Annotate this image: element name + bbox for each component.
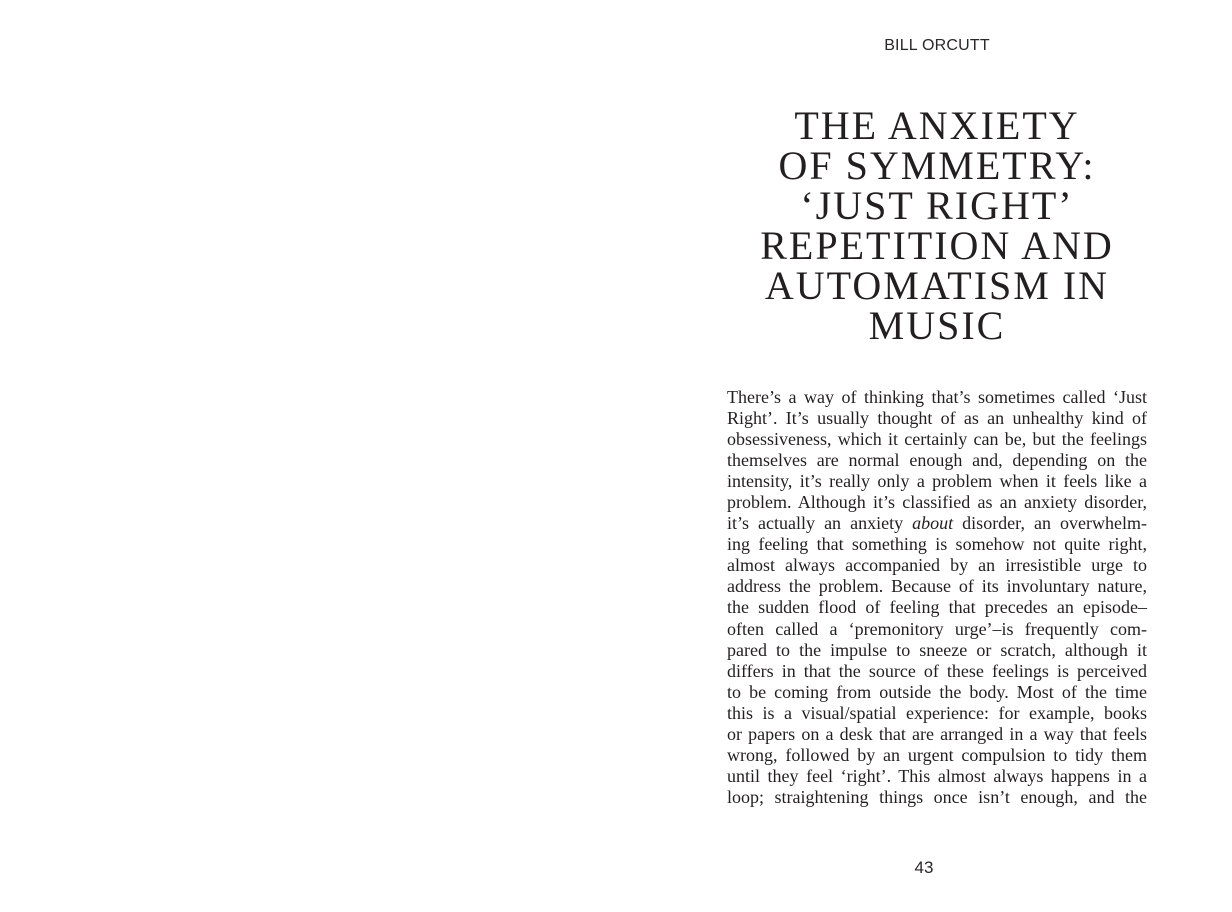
body-line	[727, 619, 1147, 640]
text-segment: disorder, an overwhelm-	[953, 513, 1147, 534]
running-header-author: BILL ORCUTT	[884, 37, 990, 54]
text-segment: address the problem. Because of its involuntary nature,	[727, 576, 1147, 597]
text-segment: ing feeling that something is somehow not quite right,	[727, 534, 1147, 555]
body-line	[727, 682, 1147, 703]
body-line	[727, 766, 1147, 787]
chapter-title-line: THE ANXIETY	[794, 103, 1080, 148]
body-line	[727, 745, 1147, 766]
body-line	[727, 555, 1147, 576]
text-segment: it’s actually an anxiety	[727, 513, 913, 534]
text-segment: differs in that the source of these feelings is perceived	[727, 660, 1147, 681]
body-line	[727, 640, 1147, 661]
text-segment: themselves are normal enough and, depending on the	[727, 450, 1147, 471]
chapter-title-line: REPETITION AND	[760, 223, 1114, 268]
chapter-title-line: ‘JUST RIGHT’	[800, 183, 1074, 228]
body-line	[727, 387, 1147, 408]
text-segment: Right’. It’s usually thought of as an unhealthy kind of	[727, 408, 1147, 429]
text-segment: until they feel ‘right’. This almost always happens in a	[727, 765, 1147, 786]
body-line	[727, 492, 1147, 513]
body-line	[727, 787, 1147, 808]
text-segment: wrong, followed by an urgent compulsion to tidy them	[727, 744, 1147, 765]
body-paragraph	[727, 387, 1147, 808]
body-line	[727, 703, 1147, 724]
italic-text: about	[912, 513, 954, 534]
body-line	[727, 534, 1147, 555]
body-line	[727, 408, 1147, 429]
text-segment: obsessiveness, which it certainly can be, but the feelings	[727, 429, 1147, 450]
text-segment: or papers on a desk that are arranged in a way that feels	[727, 723, 1147, 744]
text-segment: often called a ‘premonitory urge’–is frequently com-	[727, 618, 1147, 639]
chapter-title-line: AUTOMATISM IN	[764, 263, 1110, 308]
text-segment: to be coming from outside the body. Most of the time	[727, 681, 1147, 702]
right-page	[616, 0, 1232, 912]
body-line	[727, 450, 1147, 471]
body-line	[727, 471, 1147, 492]
chapter-title-line: MUSIC	[868, 303, 1006, 348]
body-line	[727, 597, 1147, 618]
body-line	[727, 576, 1147, 597]
body-line	[727, 661, 1147, 682]
text-segment: problem. Although it’s classified as an anxiety disorder,	[727, 492, 1147, 513]
chapter-title	[687, 103, 1187, 348]
text-segment: There’s a way of thinking that’s sometimes called ‘Just	[727, 387, 1147, 407]
text-segment: the sudden flood of feeling that precedes an episode–	[727, 597, 1147, 618]
text-segment: pared to the impulse to sneeze or scratch, although it	[727, 639, 1147, 660]
text-segment: this is a visual/spatial experience: for example, books	[727, 702, 1147, 723]
page-number: 43	[914, 858, 934, 877]
chapter-title-line: OF SYMMETRY:	[778, 143, 1096, 188]
text-segment: loop; straightening things once isn’t enough, and the	[727, 786, 1147, 807]
body-line	[727, 724, 1147, 745]
body-line	[727, 429, 1147, 450]
text-segment: almost always accompanied by an irresistible urge to	[727, 555, 1147, 576]
text-segment: intensity, it’s really only a problem when it feels like a	[727, 471, 1147, 492]
body-line	[727, 513, 1147, 534]
